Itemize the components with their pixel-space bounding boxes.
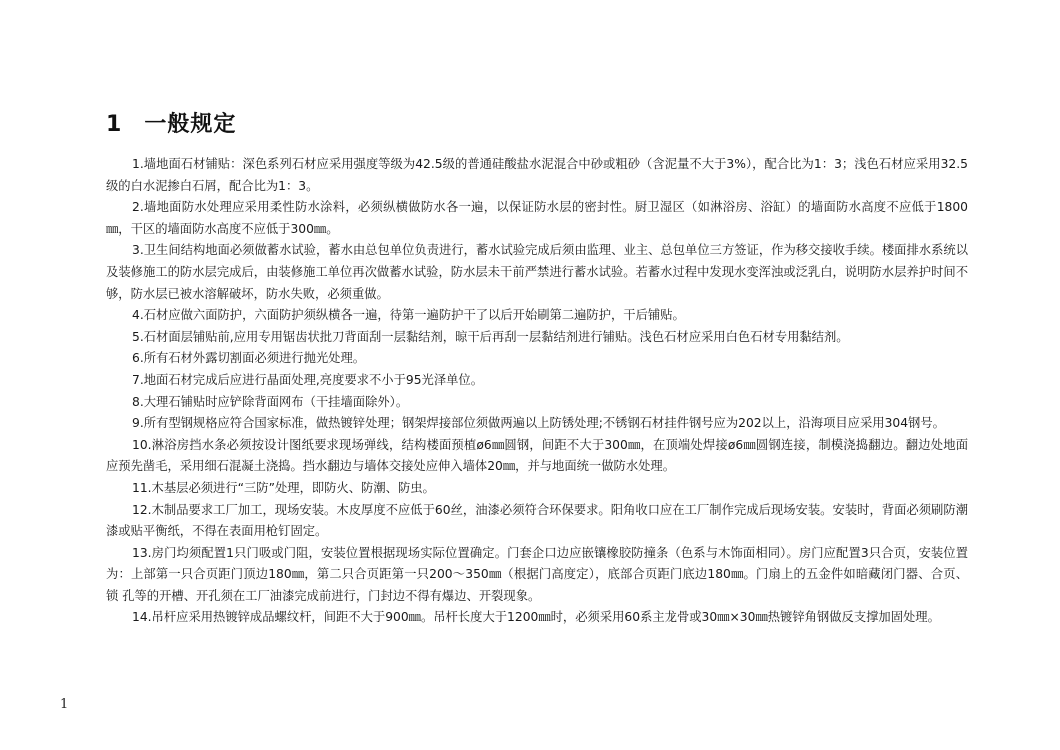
rule-paragraph-13: 13.房门均须配置1只门吸或门阻，安装位置根据现场实际位置确定。门套企口边应嵌镶橡胶防撞条（色系与木饰面相同）。房门应配置3只合页，安装位置为：上部第一只合页距门顶边180㎜，第二只合页距第一只200～350㎜（根据门高度定），底部合页距门底边180㎜。门扇上的五金件如暗藏闭门器、合页、锁 孔等的开槽、开孔须在工厂油漆完成前进行，门封边不得有爆边、开裂现象。 (106, 545, 968, 603)
rule-paragraph-10: 10.淋浴房挡水条必须按设计图纸要求现场弹线，结构楼面预植ø6㎜圆钢，间距不大于300㎜，在顶端处焊接ø6㎜圆钢连接，制模浇捣翻边。翻边处地面应预先凿毛，采用细石混凝土浇捣。挡水翻边与墙体交接处应伸入墙体20㎜，并与地面统一做防水处理。 (106, 437, 968, 474)
section-heading (106, 107, 236, 138)
rule-paragraph-9: 9.所有型钢规格应符合国家标准，做热镀锌处理；钢架焊接部位须做两遍以上防锈处理;不锈钢石材挂件钢号应为202以上，沿海项目应采用304钢号。 (132, 416, 945, 431)
rule-paragraph-8: 8.大理石铺贴时应铲除背面网布（干挂墙面除外）。 (132, 394, 409, 409)
rule-paragraph-3: 3.卫生间结构地面必须做蓄水试验，蓄水由总包单位负责进行，蓄水试验完成后须由监理、业主、总包单位三方签证，作为移交接收手续。楼面排水系统以及装修施工的防水层完成后，由装修施工单位再次做蓄水试验，防水层未干前严禁进行蓄水试验。若蓄水过程中发现水变浑浊或泛乳白，说明防水层养护时间不够，防水层已被水溶解破坏，防水失败，必须重做。 (106, 243, 968, 301)
rule-paragraph-5: 5.石材面层铺贴前,应用专用锯齿状批刀背面刮一层黏结剂，晾干后再刮一层黏结剂进行铺贴。浅色石材应采用白色石材专用黏结剂。 (132, 329, 849, 344)
rule-paragraph-7: 7.地面石材完成后应进行晶面处理,亮度要求不小于95光泽单位。 (132, 372, 484, 387)
rule-paragraph-14: 14.吊杆应采用热镀锌成品螺纹杆，间距不大于900㎜。吊杆长度大于1200㎜时，必须采用60系主龙骨或30㎜×30㎜热镀锌角钢做反支撑加固处理。 (132, 610, 940, 625)
rule-paragraph-2: 2.墙地面防水处理应采用柔性防水涂料，必须纵横做防水各一遍，以保证防水层的密封性。厨卫湿区（如淋浴房、浴缸）的墙面防水高度不应低于1800㎜，干区的墙面防水高度不应低于300㎜。 (106, 200, 968, 236)
rule-paragraph-1: 1.墙地面石材铺贴：深色系列石材应采用强度等级为42.5级的普通硅酸盐水泥混合中砂或粗砂（含泥量不大于3%），配合比为1：3；浅色石材应采用32.5级的白水泥掺白石屑，配合比为1：3。 (106, 157, 968, 193)
rule-paragraph-4: 4.石材应做六面防护，六面防护须纵横各一遍，待第一遍防护干了以后开始刷第二遍防护，干后铺贴。 (132, 308, 685, 323)
section-title: 一般规定 (144, 112, 237, 137)
rule-paragraph-6: 6.所有石材外露切割面必须进行抛光处理。 (132, 351, 366, 366)
rules-list (106, 154, 968, 629)
rule-paragraph-11: 11.木基层必须进行“三防”处理，即防火、防潮、防虫。 (132, 480, 435, 495)
page-number: 1 (60, 697, 69, 712)
section-number: 1 (106, 112, 123, 137)
rule-paragraph-12: 12.木制品要求工厂加工，现场安装。木皮厚度不应低于60丝，油漆必须符合环保要求。阳角收口应在工厂制作完成后现场安装。安装时，背面必须刷防潮漆或贴平衡纸，不得在表面用枪钉固定。 (106, 502, 968, 539)
